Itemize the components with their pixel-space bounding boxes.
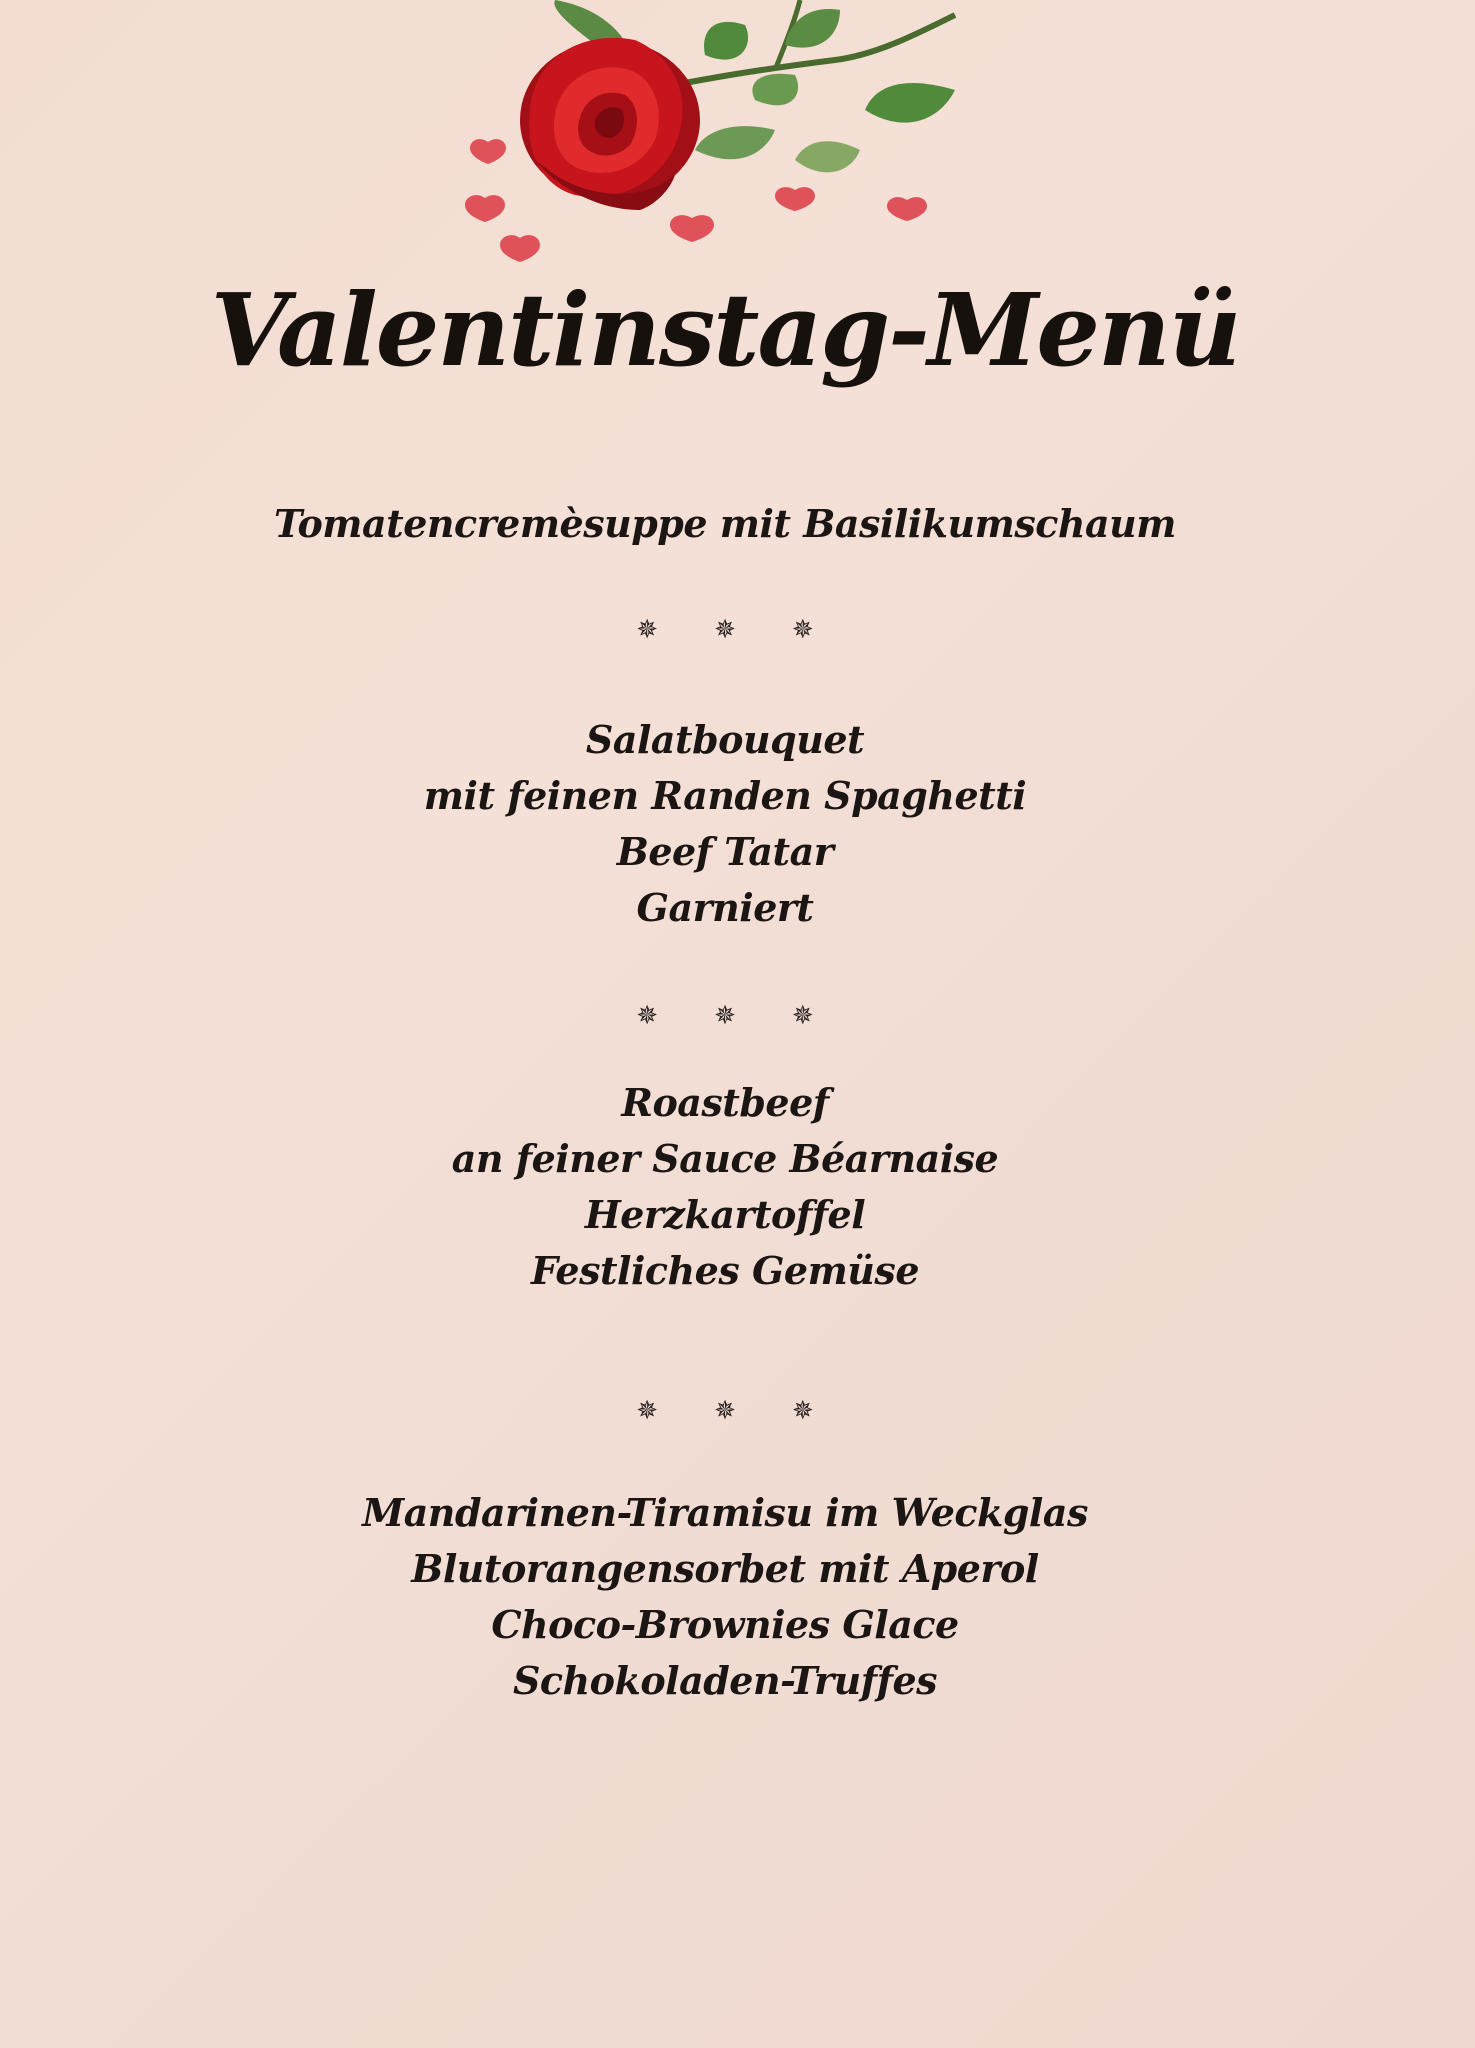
- course-main: [0, 1075, 1450, 1299]
- snowflake-icon: ✵: [791, 1001, 814, 1031]
- menu-title: Valentinstag-Menü: [210, 271, 1240, 389]
- snowflake-icon: ✵: [791, 1396, 814, 1426]
- course-line: Schokoladen-Truffes: [512, 1658, 938, 1703]
- course-line: Beef Tatar: [616, 829, 834, 874]
- rose-bloom: [520, 38, 700, 210]
- course-soup: [0, 496, 1450, 552]
- course-line: Choco-Brownies Glace: [491, 1602, 959, 1647]
- course-line: Roastbeef: [621, 1080, 829, 1125]
- course-line: Herzkartoffel: [584, 1192, 866, 1237]
- course-line: Mandarinen-Tiramisu im Weckglas: [362, 1490, 1088, 1535]
- course-line: mit feinen Randen Spaghetti: [423, 773, 1027, 818]
- snowflake-icon: ✵: [791, 615, 814, 645]
- rose-with-hearts-illustration: [455, 0, 1015, 275]
- snowflake-icon: ✵: [714, 1001, 736, 1031]
- course-line: Salatbouquet: [585, 717, 865, 762]
- ornament-divider: [0, 1398, 1450, 1424]
- course-dessert: [0, 1485, 1450, 1709]
- ornament-divider: [0, 1003, 1450, 1029]
- course-line: an feiner Sauce Béarnaise: [451, 1136, 999, 1181]
- course-line: Festliches Gemüse: [531, 1248, 919, 1293]
- snowflake-icon: ✵: [636, 1396, 659, 1426]
- course-starter: [0, 712, 1450, 936]
- ornament-divider: [0, 617, 1450, 643]
- snowflake-icon: ✵: [636, 615, 659, 645]
- snowflake-icon: ✵: [636, 1001, 659, 1031]
- snowflake-icon: ✵: [714, 615, 736, 645]
- snowflake-icon: ✵: [714, 1396, 736, 1426]
- course-line: Garniert: [636, 885, 814, 930]
- course-line: Tomatencremèsuppe mit Basilikumschaum: [274, 501, 1176, 546]
- course-line: Blutorangensorbet mit Aperol: [411, 1546, 1039, 1591]
